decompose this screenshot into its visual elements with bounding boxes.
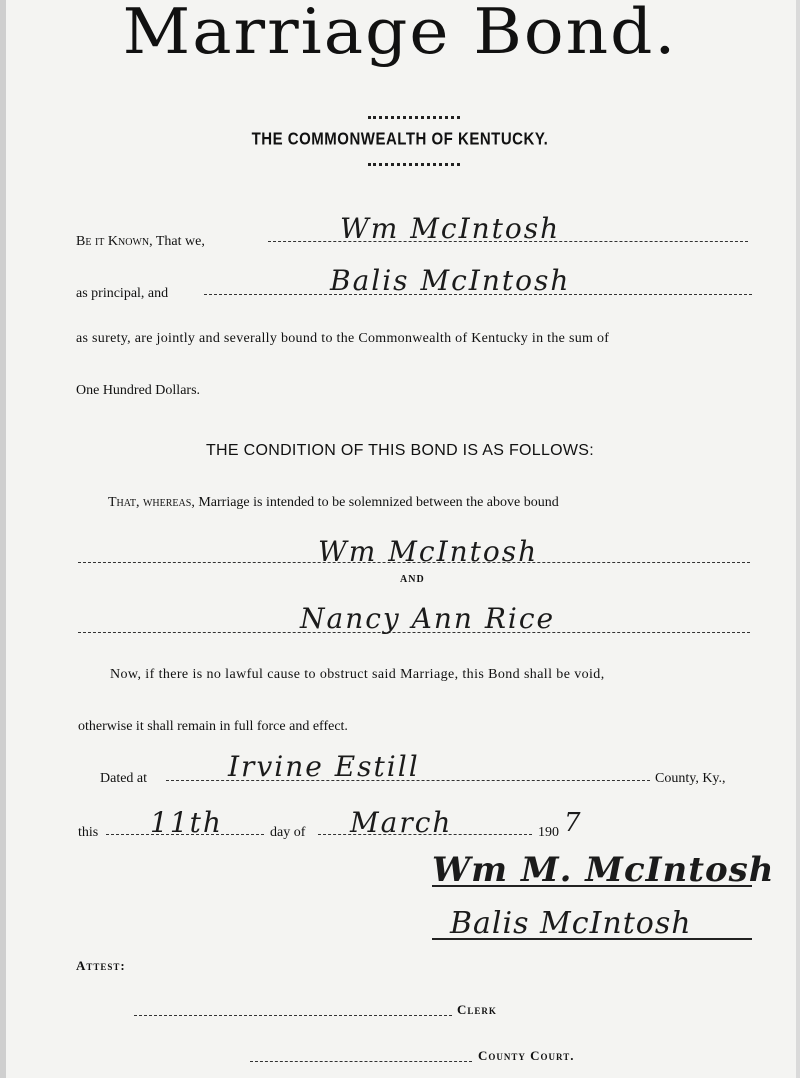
title-rule-bottom (368, 163, 460, 166)
county-court-line (250, 1061, 472, 1062)
place-name: Irvine Estill (228, 750, 420, 783)
void-clause: Now, if there is no lawful cause to obstruct said Marriage, this Bond shall be void, (110, 667, 605, 682)
signature-surety-line (432, 938, 752, 940)
condition-intro (108, 495, 559, 511)
that-we-label: That we, (155, 234, 205, 249)
document-title: Marriage Bond. (122, 0, 678, 69)
title-rule-top (368, 116, 460, 119)
day-value: 11th (150, 806, 223, 839)
signature-surety: Balis McIntosh (450, 906, 692, 941)
condition-heading: THE CONDITION OF THIS BOND IS AS FOLLOWS: (205, 442, 595, 459)
as-principal-label: as principal, and (76, 286, 169, 301)
principal-name: Wm McIntosh (340, 212, 561, 245)
dated-at-label: Dated at (100, 771, 148, 786)
day-of-label: day of (270, 825, 306, 840)
surety-clause: as surety, are jointly and severally bound to the Commonwealth of Kentucky in the sum of (76, 331, 610, 346)
groom-name: Wm McIntosh (318, 535, 539, 568)
left-scan-edge (0, 0, 6, 1078)
signature-principal: Wm M. McIntosh (432, 850, 775, 890)
condition-intro-text: Marriage is intended to be solemnized between the above bound (198, 495, 559, 510)
month-value: March (350, 806, 453, 839)
surety-name: Balis McIntosh (330, 264, 571, 297)
be-it-known-line (76, 234, 205, 250)
clerk-line (134, 1015, 452, 1016)
force-clause: otherwise it shall remain in full force and effect. (78, 719, 348, 734)
year-digit: 7 (564, 808, 583, 838)
this-label: this (78, 825, 99, 840)
year-prefix: 190 (538, 825, 559, 840)
be-it-known-label: Be it Known, (76, 234, 153, 249)
clerk-label: Clerk (457, 1002, 497, 1017)
that-whereas-label: That, whereas, (108, 495, 195, 510)
commonwealth-heading: THE COMMONWEALTH OF KENTUCKY. (251, 129, 549, 150)
and-label: AND (400, 574, 425, 585)
bride-name: Nancy Ann Rice (300, 602, 556, 635)
county-court-label: County Court. (478, 1048, 575, 1063)
signature-principal-line (432, 885, 752, 887)
right-scan-edge (796, 0, 800, 1078)
attest-label: Attest: (76, 958, 126, 973)
bond-amount: One Hundred Dollars. (76, 383, 201, 398)
county-label: County, Ky., (655, 771, 726, 786)
